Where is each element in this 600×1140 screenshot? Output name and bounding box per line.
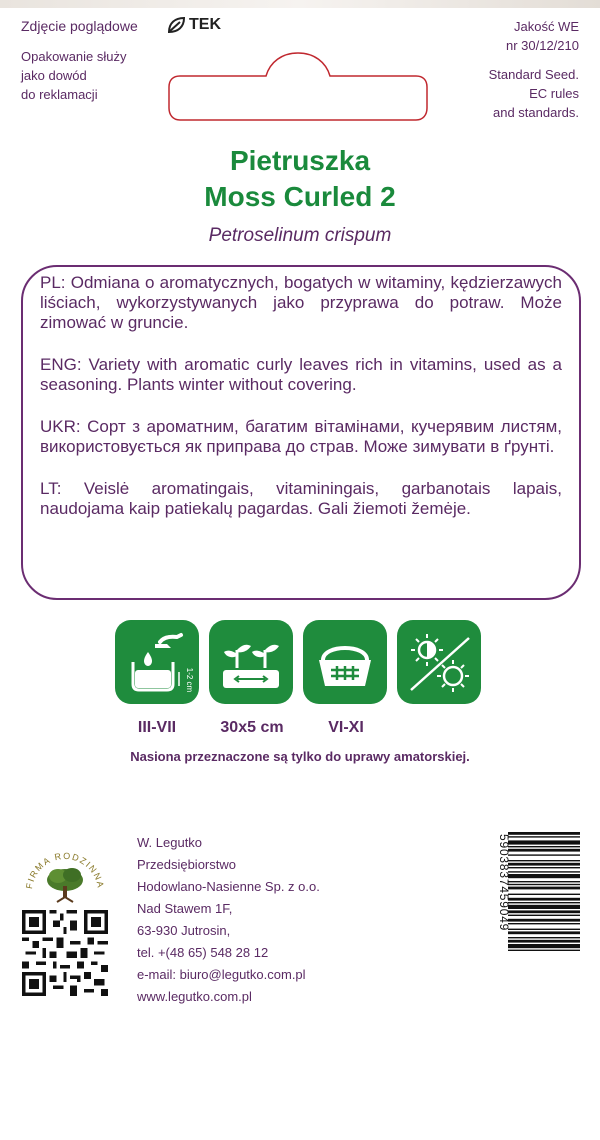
- hang-hole-outline: [166, 50, 430, 124]
- company-address: [137, 832, 320, 1008]
- description-lt: LT: Veislė aromatingais, vitaminingais, garbanotais lapais, naudojama kaip patiekalų pagardas. Gali žiemoti žemėje.: [40, 479, 562, 518]
- quality-line: Jakość WE: [513, 19, 579, 34]
- complaint-note: [21, 47, 171, 104]
- barcode-bar: [508, 931, 580, 934]
- harvest-period-label: VI-XI: [328, 719, 364, 736]
- barcode-bar: [508, 894, 580, 895]
- barcode-bar: [508, 898, 580, 901]
- description-eng: ENG: Variety with aromatic curly leaves rich in vitamins, used as a seasoning. Plants winter without covering.: [40, 355, 562, 394]
- barcode-bar: [508, 836, 580, 837]
- standard-note: [489, 65, 579, 122]
- harvest-basket-icon: [303, 620, 387, 704]
- complaint-line: Opakowanie służy: [21, 49, 127, 64]
- spacing-label: 30x5 cm: [220, 719, 284, 736]
- barcode-bar: [508, 854, 580, 855]
- barcode-bar: [508, 860, 580, 861]
- description-ukr: UKR: Сорт з ароматним, багатим вітамінами, кучерявим листям, використовується як приправа до страв. Може зимувати в ґрунті.: [40, 417, 562, 456]
- barcode-bar: [508, 874, 580, 878]
- barcode-bar: [508, 944, 580, 948]
- barcode-bar: [508, 846, 580, 847]
- complaint-line: do reklamacji: [21, 87, 98, 102]
- barcode-bar: [508, 915, 580, 916]
- cultivation-icons: [115, 620, 481, 704]
- photo-note: Zdjęcie poglądowe: [21, 18, 138, 34]
- quality-note: [506, 17, 579, 55]
- amateur-use-note: Nasiona przeznaczone są tylko do uprawy amatorskiej.: [130, 749, 470, 764]
- barcode-bar: [508, 950, 580, 951]
- standard-line: Standard Seed.: [488, 67, 579, 82]
- qr-code[interactable]: [22, 910, 108, 996]
- top-strip: [0, 0, 600, 8]
- barcode-bar: [508, 863, 580, 866]
- product-name: Pietruszka: [229, 145, 371, 176]
- leaf-icon: [166, 15, 186, 35]
- barcode-bar: [508, 910, 580, 913]
- complaint-line: jako dowód: [21, 68, 87, 83]
- barcode-bar: [508, 940, 580, 943]
- barcode-digits: 5903837459049: [497, 834, 511, 932]
- barcode-bar: [508, 871, 580, 872]
- barcode-bar: [508, 929, 580, 930]
- barcode-bar: [508, 884, 580, 885]
- product-variety: Moss Curled 2: [204, 181, 396, 212]
- standard-line: and standards.: [492, 105, 579, 120]
- website-link[interactable]: www.legutko.com.pl: [137, 989, 252, 1004]
- phone-number: tel. +(48 65) 548 28 12: [137, 945, 269, 960]
- sowing-depth-label: 1-2 cm: [185, 667, 194, 693]
- description-pl: PL: Odmiana o aromatycznych, bogatych w witaminy, kędzierzawych liściach, wykorzystywanych jako przyprawa do potraw. Może zimować w gruncie.: [40, 273, 562, 332]
- company-name: W. Legutko: [137, 835, 203, 850]
- barcode-bar: [508, 881, 580, 882]
- description-box: [21, 265, 581, 600]
- barcode-bar: [508, 887, 580, 890]
- email-address[interactable]: e-mail: biuro@legutko.com.pl: [137, 967, 306, 982]
- barcode-bar: [508, 902, 580, 903]
- sun-exposure-icon: [397, 620, 481, 704]
- family-company-logo: [22, 840, 108, 908]
- barcode-bar: [508, 905, 580, 909]
- barcode-bar: [508, 919, 580, 922]
- quality-line: nr 30/12/210: [505, 38, 579, 53]
- barcode-bar: [508, 849, 580, 852]
- street-address: Nad Stawem 1F,: [137, 901, 233, 916]
- latin-name: Petroselinum crispum: [208, 225, 392, 246]
- tek-logo: [166, 15, 221, 35]
- company-line: Przedsiębiorstwo: [137, 857, 236, 872]
- barcode-bar: [508, 937, 580, 938]
- barcode-bar: [508, 840, 580, 844]
- brand-text: TEK: [189, 16, 221, 33]
- sowing-period-label: III-VII: [137, 719, 177, 736]
- ean-barcode: [492, 830, 582, 995]
- spacing-icon: [209, 620, 293, 704]
- barcode-bar: [508, 867, 580, 868]
- postal-address: 63-930 Jutrosin,: [137, 923, 231, 938]
- sowing-icon: [115, 620, 199, 704]
- barcode-bar: [508, 923, 580, 924]
- logo-arc-text: FIRMA RODZINNA: [24, 850, 106, 890]
- product-title: [0, 143, 600, 215]
- barcode-bar: [508, 832, 580, 835]
- standard-line: EC rules: [529, 86, 579, 101]
- company-line: Hodowlano-Nasienne Sp. z o.o.: [137, 879, 320, 894]
